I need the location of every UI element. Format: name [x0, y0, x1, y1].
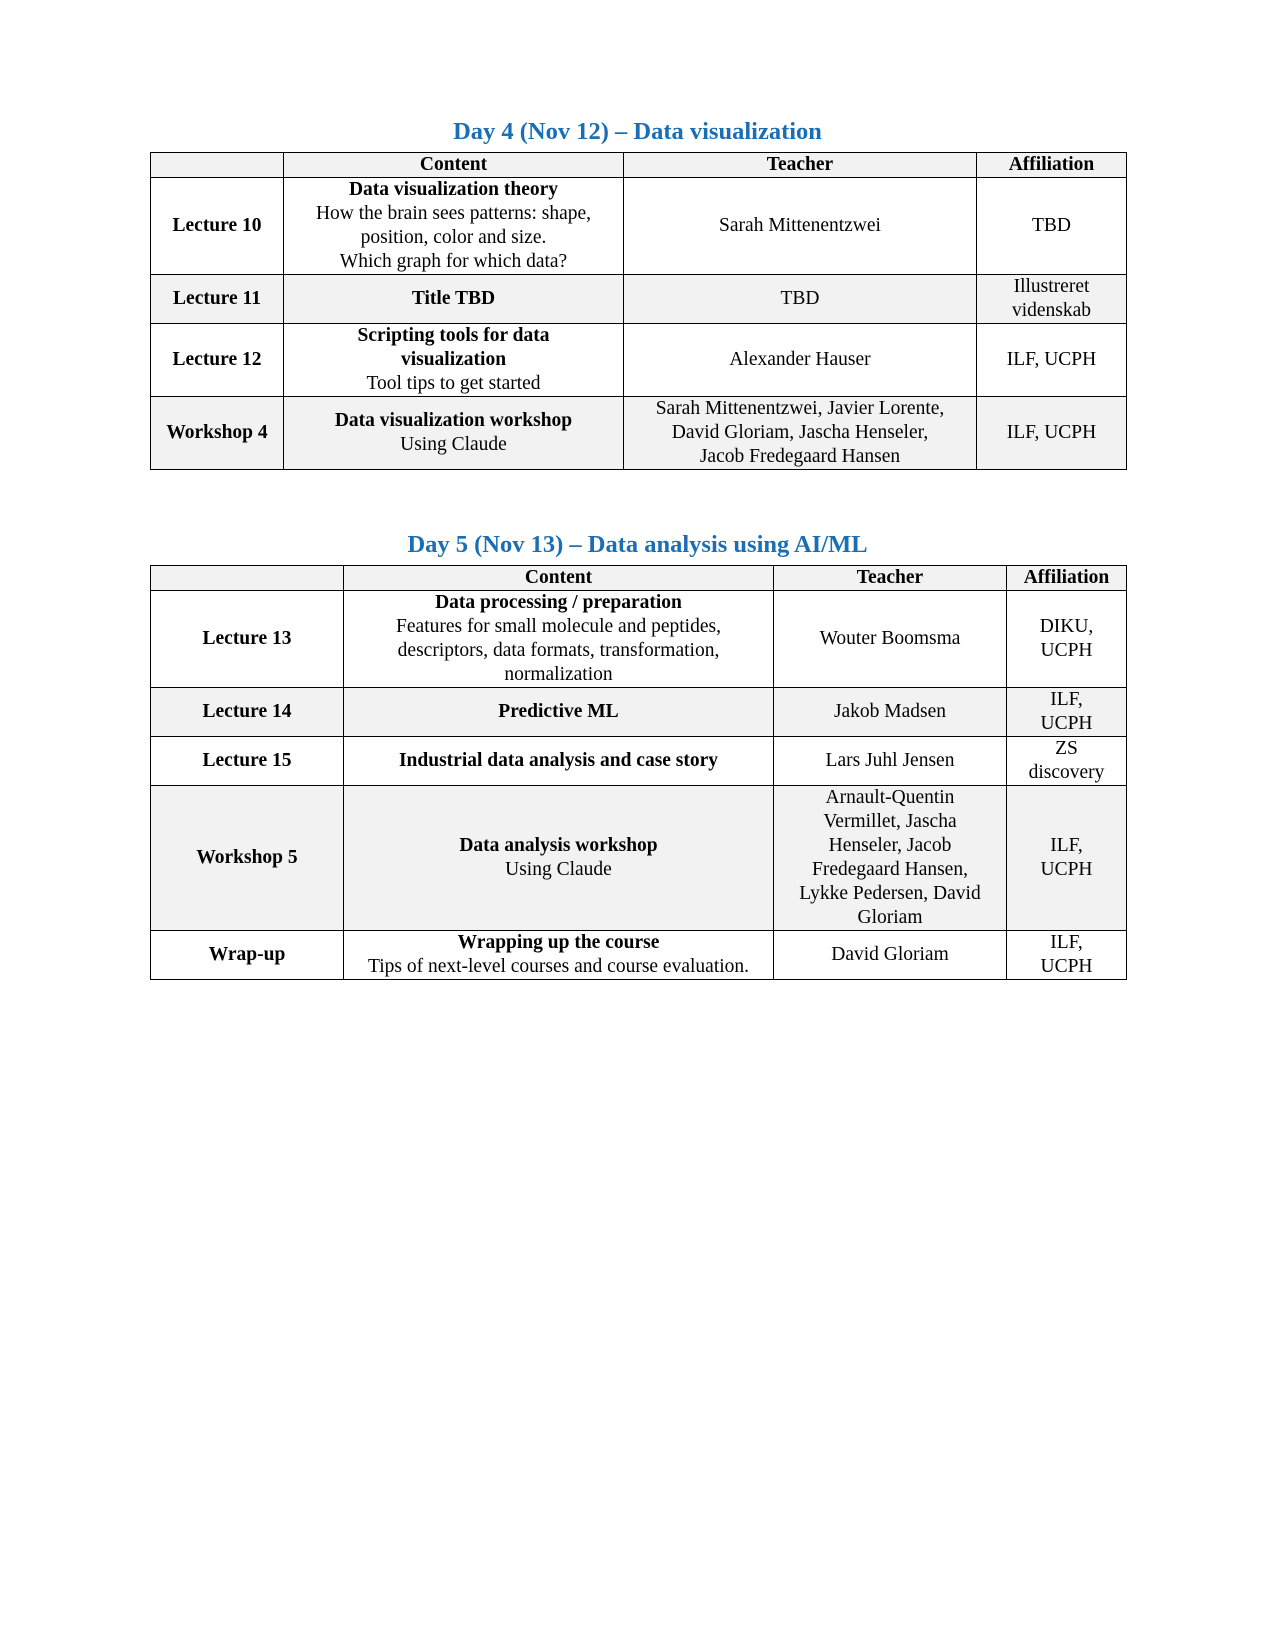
row-label: Lecture 14 [151, 688, 344, 737]
teacher-line: Alexander Hauser [729, 349, 871, 370]
row-label: Lecture 12 [151, 324, 284, 397]
content-title: Data visualization workshop [334, 410, 573, 431]
content-desc-line: descriptors, data formats, transformation, [397, 640, 720, 661]
teacher-cell [624, 275, 977, 324]
row-label: Lecture 15 [151, 737, 344, 786]
table-row [151, 737, 1127, 786]
teacher-cell [624, 397, 977, 470]
content-desc-line: Features for small molecule and peptides, [396, 616, 721, 637]
teacher-line: Fredegaard Hansen, [812, 859, 968, 880]
affiliation-line: ZS [1055, 738, 1078, 759]
affiliation-line: DIKU, [1039, 616, 1094, 637]
affiliation-line: UCPH [1040, 713, 1093, 734]
affiliation-line: TBD [1032, 215, 1071, 236]
teacher-line: David Gloriam, Jascha Henseler, [671, 422, 929, 443]
content-cell [284, 397, 624, 470]
header-content: Content [344, 566, 774, 591]
table-header-row [151, 566, 1127, 591]
table-row [151, 397, 1127, 470]
affiliation-cell [1007, 931, 1127, 980]
table-row [151, 591, 1127, 688]
row-label: Lecture 13 [151, 591, 344, 688]
teacher-line: TBD [780, 288, 820, 309]
content-title: Predictive ML [498, 701, 619, 722]
affiliation-line: ILF, UCPH [1006, 349, 1097, 370]
table-row [151, 178, 1127, 275]
affiliation-cell [977, 178, 1127, 275]
row-label: Wrap-up [151, 931, 344, 980]
content-title: visualization [400, 349, 507, 370]
content-cell [284, 324, 624, 397]
header-affiliation: Affiliation [977, 153, 1127, 178]
day5-heading: Day 5 (Nov 13) – Data analysis using AI/ML [407, 531, 868, 558]
teacher-line: Wouter Boomsma [819, 628, 961, 649]
content-cell [344, 931, 774, 980]
content-desc-line: position, color and size. [360, 227, 547, 248]
teacher-line: Henseler, Jacob [828, 835, 952, 856]
row-label: Workshop 4 [151, 397, 284, 470]
header-empty [151, 153, 284, 178]
content-desc-line: Tips of next-level courses and course evaluation. [367, 956, 750, 977]
content-desc-line: Using Claude [505, 859, 612, 880]
affiliation-line: Illustreret [1013, 276, 1090, 297]
teacher-line: Sarah Mittenentzwei [719, 215, 881, 236]
content-desc-line: normalization [504, 664, 613, 685]
content-desc-line: How the brain sees patterns: shape, [315, 203, 592, 224]
affiliation-cell [977, 324, 1127, 397]
day4-schedule-table [150, 152, 1127, 470]
affiliation-line: ILF, [1050, 689, 1083, 710]
teacher-line: Jakob Madsen [833, 701, 947, 722]
row-label: Lecture 11 [151, 275, 284, 324]
header-content: Content [284, 153, 624, 178]
affiliation-line: UCPH [1040, 859, 1093, 880]
table-row [151, 786, 1127, 931]
teacher-line: Sarah Mittenentzwei, Javier Lorente, [655, 398, 945, 419]
affiliation-line: UCPH [1040, 640, 1093, 661]
content-title: Data processing / preparation [435, 592, 682, 613]
teacher-line: Lars Juhl Jensen [825, 750, 955, 771]
content-cell [344, 688, 774, 737]
content-title: Data visualization theory [348, 179, 559, 200]
affiliation-cell [977, 397, 1127, 470]
teacher-line: Vermillet, Jascha [823, 811, 957, 832]
content-desc-line: Tool tips to get started [366, 373, 541, 394]
content-title: Title TBD [411, 288, 496, 309]
affiliation-line: ILF, UCPH [1006, 422, 1097, 443]
day5-schedule-table [150, 565, 1127, 980]
affiliation-line: ILF, [1050, 835, 1083, 856]
table-header-row [151, 153, 1127, 178]
teacher-cell [774, 931, 1007, 980]
header-empty [151, 566, 344, 591]
content-title: Wrapping up the course [457, 932, 660, 953]
teacher-line: Lykke Pedersen, David [799, 883, 981, 904]
affiliation-cell [1007, 786, 1127, 931]
teacher-line: Arnault-Quentin [825, 787, 955, 808]
teacher-line: David Gloriam [831, 944, 949, 965]
content-cell [284, 275, 624, 324]
content-desc-line: Using Claude [400, 434, 507, 455]
content-title: Scripting tools for data [357, 325, 550, 346]
header-teacher: Teacher [774, 566, 1007, 591]
affiliation-cell [1007, 591, 1127, 688]
content-title: Data analysis workshop [459, 835, 658, 856]
header-teacher: Teacher [624, 153, 977, 178]
content-desc-line: Which graph for which data? [339, 251, 568, 272]
content-cell [344, 737, 774, 786]
content-cell [284, 178, 624, 275]
table-row [151, 324, 1127, 397]
affiliation-cell [1007, 737, 1127, 786]
teacher-line: Jacob Fredegaard Hansen [699, 446, 901, 467]
teacher-line: Gloriam [857, 907, 923, 928]
affiliation-line: videnskab [1011, 300, 1092, 321]
affiliation-cell [977, 275, 1127, 324]
teacher-cell [624, 178, 977, 275]
teacher-cell [774, 786, 1007, 931]
affiliation-line: ILF, [1050, 932, 1083, 953]
content-title: Industrial data analysis and case story [398, 750, 719, 771]
affiliation-line: discovery [1028, 762, 1105, 783]
content-cell [344, 786, 774, 931]
table-row [151, 931, 1127, 980]
teacher-cell [624, 324, 977, 397]
row-label: Lecture 10 [151, 178, 284, 275]
affiliation-line: UCPH [1040, 956, 1093, 977]
content-cell [344, 591, 774, 688]
teacher-cell [774, 737, 1007, 786]
teacher-cell [774, 688, 1007, 737]
table-row [151, 275, 1127, 324]
day4-heading: Day 4 (Nov 12) – Data visualization [453, 118, 822, 145]
table-row [151, 688, 1127, 737]
header-affiliation: Affiliation [1007, 566, 1127, 591]
row-label: Workshop 5 [151, 786, 344, 931]
teacher-cell [774, 591, 1007, 688]
affiliation-cell [1007, 688, 1127, 737]
